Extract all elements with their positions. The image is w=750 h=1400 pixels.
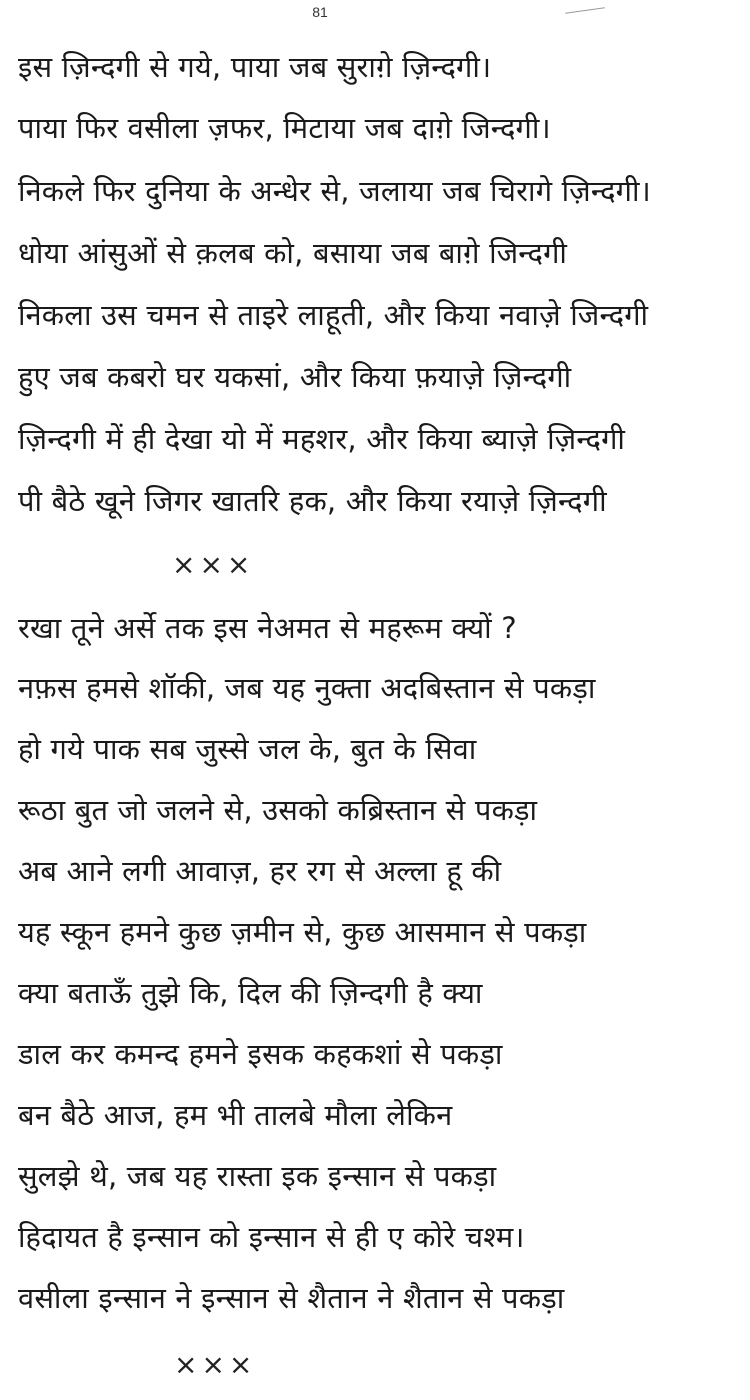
page-number: 81 [312,4,328,20]
verse-line: रूठा बुत जो जलने से, उसको कब्रिस्तान से पकड़ा [18,793,538,827]
verse-line: निकला उस चमन से ताइरे लाहूती, और किया नवाज़े जिन्दगी [18,298,649,332]
verse-line: वसीला इन्सान ने इन्सान से शैतान ने शैतान से पकड़ा [18,1281,565,1315]
verse-line: रखा तूने अर्से तक इस नेअमत से महरूम क्यों ? [18,611,517,645]
verse-line: डाल कर कमन्द हमने इसक कहकशां से पकड़ा [18,1037,503,1071]
verse-line: हुए जब कबरो घर यकसां, और किया फ़याज़े ज़िन्दगी [18,360,572,394]
verse-line: क्या बताऊँ तुझे कि, दिल की ज़िन्दगी है क्या [18,976,483,1010]
verse-line: पाया फिर वसीला ज़फर, मिटाया जब दाग़े जिन्दगी। [18,111,551,145]
section-separator: ××× [174,1348,257,1381]
verse-line: पी बैठे खूने जिगर खातरि हक, और किया रयाज़े ज़िन्दगी [18,484,607,518]
verse-line: सुलझे थे, जब यह रास्ता इक इन्सान से पकड़ा [18,1159,497,1193]
verse-line: इस ज़िन्दगी से गये, पाया जब सुराग़े ज़िन्दगी। [18,50,492,84]
verse-line: बन बैठे आज, हम भी तालबे मौला लेकिन [18,1098,453,1132]
verse-line: निकले फिर दुनिया के अन्धेर से, जलाया जब चिरागे ज़िन्दगी। [18,174,651,208]
verse-line: ज़िन्दगी में ही देखा यो में महशर, और किया ब्याज़े ज़िन्दगी [18,422,626,456]
verse-line: धोया आंसुओं से क़लब को, बसाया जब बाग़े जिन्दगी [18,236,568,270]
verse-line: हिदायत है इन्सान को इन्सान से ही ए कोरे चश्म। [18,1220,525,1254]
section-separator: ××× [172,548,255,581]
verse-line: नफ़स हमसे शॉकी, जब यह नुक्ता अदबिस्तान से पकड़ा [18,671,596,705]
verse-line: हो गये पाक सब जुस्से जल के, बुत के सिवा [18,732,477,766]
verse-line: यह स्कून हमने कुछ ज़मीन से, कुछ आसमान से पकड़ा [18,915,587,949]
verse-line: अब आने लगी आवाज़, हर रग से अल्ला हू की [18,854,502,888]
